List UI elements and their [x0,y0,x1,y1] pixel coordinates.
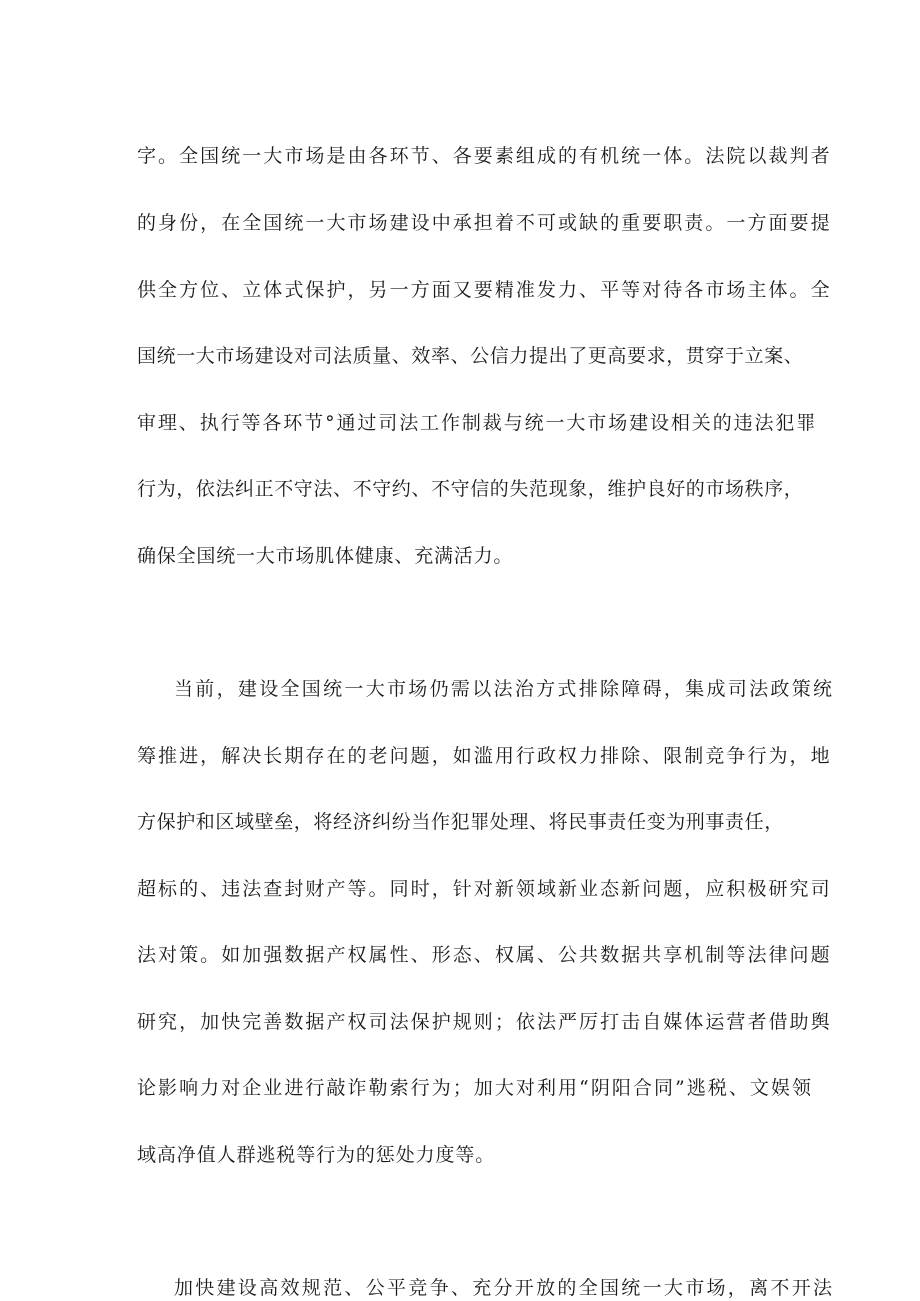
text-line: 行为，依法纠正不守法、不守约、不守信的失范现象，维护良好的市场秩序， [137,478,804,500]
text-line: 的身份，在全国统一大市场建设中承担着不可或缺的重要职责。一方面要提 [137,212,832,234]
text-line: 审理、执行等各环节°通过司法工作制裁与统一大市场建设相关的违法犯罪 [137,412,818,434]
text-line: 字。全国统一大市场是由各环节、各要素组成的有机统一体。法院以裁判者 [137,145,832,167]
text-line: 域高净值人群逃税等行为的惩处力度等。 [137,1144,496,1166]
text-line: 加快建设高效规范、公平竞争、充分开放的全国统一大市场，离不开法 [174,1277,835,1299]
text-line: 确保全国统一大市场肌体健康、充满活力。 [137,545,514,567]
text-line: 法对策。如加强数据产权属性、形态、权属、公共数据共享机制等法律问题 [137,944,832,966]
text-line: 供全方位、立体式保护，另一方面又要精准发力、平等对待各市场主体。全 [137,279,832,301]
text-line: 方保护和区域壁垒，将经济纠纷当作犯罪处理、将民事责任变为刑事责任， [137,811,784,833]
text-line: 筹推进，解决长期存在的老问题，如滥用行政权力排除、限制竞争行为，地 [137,745,832,767]
text-line: 论影响力对企业进行敲诈勒索行为；加大对利用“阴阳合同”逃税、文娱领 [137,1077,814,1099]
text-line: 当前，建设全国统一大市场仍需以法治方式排除障碍，集成司法政策统 [174,678,835,700]
text-line: 国统一大市场建设对司法质量、效率、公信力提出了更高要求，贯穿于立案、 [137,345,804,367]
text-line: 研究，加快完善数据产权司法保护规则；依法严厉打击自媒体运营者借助舆 [137,1011,832,1033]
text-line: 超标的、违法查封财产等。同时，针对新领域新业态新问题，应积极研究司 [137,878,832,900]
